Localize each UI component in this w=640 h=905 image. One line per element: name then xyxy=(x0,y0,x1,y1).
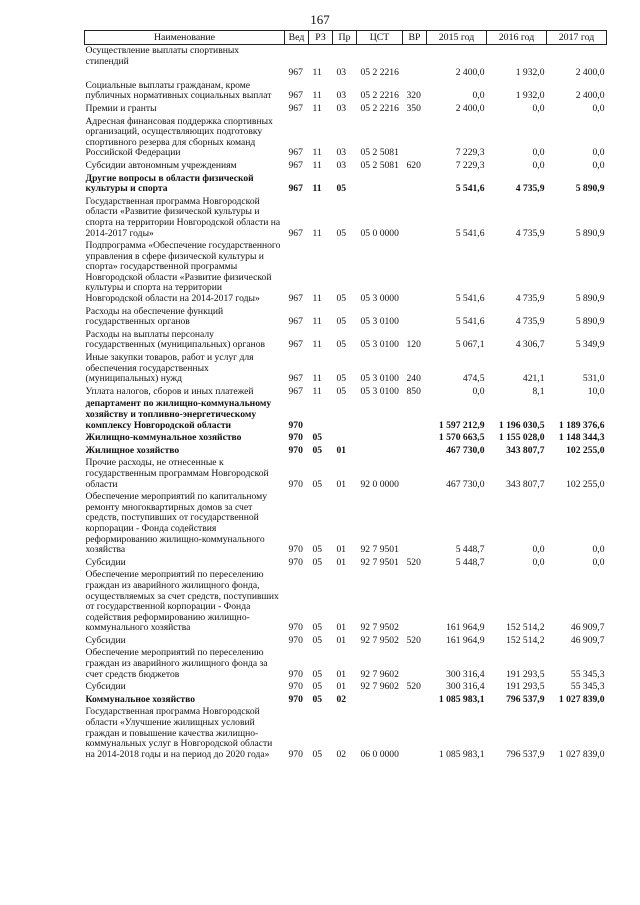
cell-2017: 5 349,9 xyxy=(575,339,605,351)
cell-2016: 343 807,7 xyxy=(506,478,545,490)
cell-vr xyxy=(403,647,427,681)
cell-2017: 102 255,0 xyxy=(566,478,605,490)
cell-cst: 92 7 9501 xyxy=(360,556,399,568)
cell-cst xyxy=(357,694,403,707)
cell-vr xyxy=(403,432,427,445)
cell-pr: 05 xyxy=(336,373,347,385)
cell-cst: 05 3 0100 xyxy=(360,316,399,328)
cell-pr: 03 xyxy=(336,90,347,102)
cell-cst: 05 2 2216 xyxy=(360,102,399,114)
cell-name: Государственная программа Новгородской области «Улучшение жилищных условий граждан и повышение качества жилищно-коммунальных услуг в Новгородской области на 2014-2018 годы и на период до 2020 года» xyxy=(85,706,273,760)
table-row xyxy=(85,491,607,557)
cell-name: Обеспечение мероприятий по капитальному ремонту многоквартирных домов за счет средств, поступивших от государственной корпорации - Фонда содействия реформированию жилищно-коммунального хозяйства xyxy=(85,491,268,556)
table-row xyxy=(85,352,607,386)
cell-2015 xyxy=(427,45,487,69)
cell-ved: 970 xyxy=(288,444,303,456)
table-row xyxy=(85,196,607,240)
cell-cst: 05 2 5081 xyxy=(360,147,399,159)
table-row xyxy=(85,398,607,432)
cell-2017: 1 027 839,0 xyxy=(558,748,605,760)
cell-2017: 1 027 839,0 xyxy=(558,693,605,705)
cell-vr xyxy=(403,196,427,240)
table-row xyxy=(85,240,607,306)
cell-pr: 05 xyxy=(336,183,347,195)
cell-vr: 350 xyxy=(406,102,421,114)
table-row xyxy=(85,457,607,491)
cell-ved: 970 xyxy=(288,693,303,705)
cell-vr: 320 xyxy=(406,90,421,102)
cell-2015: 1 085 983,1 xyxy=(438,693,485,705)
cell-2017: 2 400,0 xyxy=(575,90,605,102)
cell-2016: 4 735,9 xyxy=(515,227,545,239)
cell-pr: 01 xyxy=(336,556,347,568)
cell-vr xyxy=(403,569,427,635)
cell-name: Жилищное хозяйство xyxy=(85,444,180,456)
cell-vr: 240 xyxy=(406,373,421,385)
cell-ved: 967 xyxy=(288,385,303,397)
cell-name: Субсидии автономным учреждениям xyxy=(85,159,237,171)
cell-rz: 11 xyxy=(312,339,322,351)
cell-pr: 05 xyxy=(336,293,347,305)
table-row xyxy=(85,160,607,173)
cell-2017: 5 890,9 xyxy=(575,316,605,328)
cell-2015: 0,0 xyxy=(472,385,485,397)
cell-2017: 1 148 344,3 xyxy=(558,432,605,444)
cell-pr: 03 xyxy=(336,159,347,171)
cell-cst: 05 3 0100 xyxy=(360,373,399,385)
cell-rz: 05 xyxy=(312,444,323,456)
cell-2017: 531,0 xyxy=(582,373,605,385)
header-2015: 2015 год xyxy=(427,31,487,45)
cell-ved: 970 xyxy=(288,419,303,431)
cell-2017: 0,0 xyxy=(592,544,605,556)
cell-cst: 05 3 0000 xyxy=(360,293,399,305)
table-row xyxy=(85,45,607,69)
table-header-row xyxy=(85,31,607,45)
cell-2016: 0,0 xyxy=(532,147,545,159)
cell-cst xyxy=(357,45,403,69)
cell-name: Осуществление выплаты спортивных стипендий xyxy=(85,45,240,67)
cell-rz: 11 xyxy=(312,159,322,171)
cell-2015: 5 067,1 xyxy=(455,339,485,351)
cell-2015: 5 541,6 xyxy=(455,316,485,328)
cell-pr: 03 xyxy=(336,102,347,114)
cell-rz: 11 xyxy=(312,183,322,195)
cell-2017: 1 189 376,6 xyxy=(558,419,605,431)
cell-2016: 191 293,5 xyxy=(506,681,545,693)
cell-name: департамент по жилищно-коммунальному хозяйству и топливно-энергетическому комплексу Новгородской области xyxy=(85,398,272,431)
cell-vr xyxy=(403,45,427,69)
cell-2017: 2 400,0 xyxy=(575,67,605,79)
table-row xyxy=(85,569,607,635)
cell-name: Расходы на выплаты персоналу государственных (муниципальных) органов xyxy=(85,328,266,351)
cell-2015: 7 229,3 xyxy=(455,159,485,171)
header-2016: 2016 год xyxy=(487,31,547,45)
cell-name: Уплата налогов, сборов и иных платежей xyxy=(85,385,254,397)
cell-name: Субсидии xyxy=(85,556,126,568)
cell-pr: 01 xyxy=(336,544,347,556)
cell-name: Субсидии xyxy=(85,634,126,646)
cell-vr xyxy=(403,240,427,306)
cell-2017: 5 890,9 xyxy=(575,183,605,195)
cell-2015: 5 448,7 xyxy=(455,544,485,556)
cell-cst: 05 3 0100 xyxy=(360,339,399,351)
cell-pr: 01 xyxy=(336,444,347,456)
cell-pr: 01 xyxy=(336,478,347,490)
cell-2016: 1 932,0 xyxy=(515,90,545,102)
cell-name: Иные закупки товаров, работ и услуг для обеспечения государственных (муниципальных) нужд xyxy=(85,352,254,385)
cell-2015: 1 085 983,1 xyxy=(438,748,485,760)
cell-cst: 05 2 2216 xyxy=(360,67,399,79)
cell-2016: 4 735,9 xyxy=(515,316,545,328)
cell-2017: 46 909,7 xyxy=(570,622,605,634)
cell-cst: 05 2 5081 xyxy=(360,159,399,171)
cell-2015: 467 730,0 xyxy=(446,444,485,456)
cell-2015: 300 316,4 xyxy=(446,681,485,693)
cell-rz: 11 xyxy=(312,385,322,397)
cell-2015: 5 448,7 xyxy=(455,556,485,568)
cell-2017: 5 890,9 xyxy=(575,227,605,239)
cell-pr xyxy=(333,45,357,69)
cell-2015: 1 597 212,9 xyxy=(438,419,485,431)
cell-2016: 1 155 028,0 xyxy=(498,432,545,444)
cell-2016: 4 735,9 xyxy=(515,293,545,305)
cell-2015: 7 229,3 xyxy=(455,147,485,159)
cell-2015: 2 400,0 xyxy=(455,102,485,114)
cell-rz: 05 xyxy=(312,432,323,444)
cell-vr: 850 xyxy=(406,385,421,397)
cell-ved: 970 xyxy=(288,634,303,646)
cell-2016 xyxy=(487,45,547,69)
cell-2016: 191 293,5 xyxy=(506,668,545,680)
cell-pr: 02 xyxy=(336,748,347,760)
cell-ved: 970 xyxy=(288,668,303,680)
table-row xyxy=(85,694,607,707)
cell-2016: 796 537,9 xyxy=(506,748,545,760)
cell-pr: 01 xyxy=(336,622,347,634)
cell-2017: 55 345,3 xyxy=(570,668,605,680)
cell-2015: 5 541,6 xyxy=(455,183,485,195)
cell-cst: 92 7 9501 xyxy=(360,544,399,556)
cell-2017: 0,0 xyxy=(592,102,605,114)
cell-2017: 46 909,7 xyxy=(570,634,605,646)
cell-2017: 102 255,0 xyxy=(566,444,605,456)
cell-vr xyxy=(403,457,427,491)
cell-rz: 11 xyxy=(312,316,322,328)
cell-2016: 152 514,2 xyxy=(506,634,545,646)
cell-name: Субсидии xyxy=(85,681,126,693)
cell-pr: 05 xyxy=(336,316,347,328)
cell-pr: 01 xyxy=(336,668,347,680)
cell-2017: 0,0 xyxy=(592,147,605,159)
cell-2017: 5 890,9 xyxy=(575,293,605,305)
cell-name: Адресная финансовая поддержка спортивных организаций, осуществляющих подготовку спортивного резерва для сборных команд Российской Федерации xyxy=(85,115,273,159)
table-row xyxy=(85,329,607,352)
header-2017: 2017 год xyxy=(547,31,607,45)
cell-2016: 1 196 030,5 xyxy=(498,419,545,431)
cell-name: Подпрограмма «Обеспечение государственного управления в сфере физической культуры и спорта» государственной программы Новгородской области «Развитие физической культуры и спорта на территории Новгородской области на 2014-2017 годы» xyxy=(85,240,281,305)
table-row xyxy=(85,116,607,160)
cell-name: Государственная программа Новгородской области «Развитие физической культуры и спорта на территории Новгородской области на 2014-2017 годы» xyxy=(85,195,281,239)
table-row xyxy=(85,432,607,445)
cell-ved: 967 xyxy=(288,293,303,305)
table-row xyxy=(85,445,607,458)
cell-vr: 520 xyxy=(406,556,421,568)
cell-ved xyxy=(285,45,309,69)
cell-name: Премии и гранты xyxy=(85,102,157,114)
cell-name: Жилищно-коммунальное хозяйство xyxy=(85,432,242,444)
header-cst: ЦСТ xyxy=(357,31,403,45)
cell-rz: 11 xyxy=(312,90,322,102)
cell-pr: 01 xyxy=(336,634,347,646)
cell-name: Коммунальное хозяйство xyxy=(85,693,195,705)
cell-rz: 05 xyxy=(312,544,323,556)
cell-rz: 11 xyxy=(312,293,322,305)
cell-rz: 11 xyxy=(312,67,322,79)
cell-2015: 161 964,9 xyxy=(446,634,485,646)
cell-rz: 11 xyxy=(312,147,322,159)
cell-ved: 970 xyxy=(288,544,303,556)
cell-cst: 92 7 9602 xyxy=(360,668,399,680)
cell-cst: 92 7 9502 xyxy=(360,622,399,634)
cell-vr xyxy=(403,445,427,458)
cell-2015: 0,0 xyxy=(472,90,485,102)
cell-2016: 0,0 xyxy=(532,159,545,171)
cell-ved: 970 xyxy=(288,681,303,693)
cell-pr: 05 xyxy=(336,339,347,351)
cell-vr xyxy=(403,694,427,707)
cell-vr xyxy=(403,706,427,761)
cell-2015: 1 570 663,5 xyxy=(438,432,485,444)
cell-name: Расходы на обеспечение функций государственных органов xyxy=(85,305,224,328)
table-row xyxy=(85,681,607,694)
cell-pr xyxy=(333,432,357,445)
cell-name: Прочие расходы, не отнесенные к государственным программам Новгородской области xyxy=(85,457,269,490)
cell-2015: 2 400,0 xyxy=(455,67,485,79)
cell-2016: 152 514,2 xyxy=(506,622,545,634)
cell-vr xyxy=(403,173,427,196)
cell-vr xyxy=(403,306,427,329)
header-rz: РЗ xyxy=(309,31,333,45)
table-row xyxy=(85,647,607,681)
cell-pr: 02 xyxy=(336,693,347,705)
cell-cst: 05 0 0000 xyxy=(360,227,399,239)
cell-cst xyxy=(357,398,403,432)
cell-vr: 520 xyxy=(406,681,421,693)
cell-cst: 92 7 9502 xyxy=(360,634,399,646)
cell-rz: 05 xyxy=(312,668,323,680)
cell-name: Обеспечение мероприятий по переселению граждан из аварийного жилищного фонда, осуществляемых за счет средств, поступивших от государственной корпорации - Фонда содействия реформированию жилищно-коммунального хозяйства xyxy=(85,569,279,634)
cell-pr: 03 xyxy=(336,67,347,79)
cell-pr: 03 xyxy=(336,147,347,159)
cell-2015: 300 316,4 xyxy=(446,668,485,680)
cell-2016: 421,1 xyxy=(522,373,545,385)
cell-rz: 11 xyxy=(312,373,322,385)
cell-pr: 05 xyxy=(336,385,347,397)
cell-2016: 796 537,9 xyxy=(506,693,545,705)
cell-2017 xyxy=(547,45,607,69)
cell-2016: 4 735,9 xyxy=(515,183,545,195)
table-row xyxy=(85,103,607,116)
page-number: 167 xyxy=(310,12,330,27)
cell-2016: 0,0 xyxy=(532,556,545,568)
cell-ved: 967 xyxy=(288,147,303,159)
cell-vr: 120 xyxy=(406,339,421,351)
cell-2017: 10,0 xyxy=(587,385,605,397)
header-name: Наименование xyxy=(85,31,285,45)
cell-2015: 5 541,6 xyxy=(455,227,485,239)
cell-vr xyxy=(403,116,427,160)
table-row xyxy=(85,557,607,570)
cell-rz: 05 xyxy=(312,681,323,693)
cell-2017: 0,0 xyxy=(592,556,605,568)
cell-rz: 05 xyxy=(312,748,323,760)
cell-ved: 970 xyxy=(288,556,303,568)
cell-rz: 11 xyxy=(312,227,322,239)
cell-cst xyxy=(357,173,403,196)
cell-2015: 161 964,9 xyxy=(446,622,485,634)
cell-rz: 11 xyxy=(312,102,322,114)
cell-cst: 06 0 0000 xyxy=(360,748,399,760)
header-vr: ВР xyxy=(403,31,427,45)
cell-cst: 92 0 0000 xyxy=(360,478,399,490)
header-ved: Вед xyxy=(285,31,309,45)
cell-ved: 967 xyxy=(288,67,303,79)
cell-ved: 970 xyxy=(288,622,303,634)
cell-vr xyxy=(403,491,427,557)
cell-rz: 05 xyxy=(312,693,323,705)
cell-2016: 343 807,7 xyxy=(506,444,545,456)
cell-rz xyxy=(309,398,333,432)
cell-2015: 474,5 xyxy=(462,373,485,385)
table-row xyxy=(85,68,607,80)
cell-ved: 967 xyxy=(288,227,303,239)
cell-2016: 8,1 xyxy=(532,385,545,397)
cell-ved: 970 xyxy=(288,748,303,760)
table-row xyxy=(85,306,607,329)
cell-2016: 0,0 xyxy=(532,544,545,556)
cell-cst: 92 7 9602 xyxy=(360,681,399,693)
cell-ved: 967 xyxy=(288,339,303,351)
cell-ved: 970 xyxy=(288,478,303,490)
cell-cst xyxy=(357,432,403,445)
header-pr: Пр xyxy=(333,31,357,45)
cell-cst: 05 3 0100 xyxy=(360,385,399,397)
cell-2015: 467 730,0 xyxy=(446,478,485,490)
cell-pr xyxy=(333,398,357,432)
cell-name xyxy=(85,68,285,80)
cell-ved: 970 xyxy=(288,432,303,444)
cell-rz: 05 xyxy=(312,622,323,634)
cell-2016: 4 306,7 xyxy=(515,339,545,351)
cell-name: Социальные выплаты гражданам, кроме публичных нормативных социальных выплат xyxy=(85,79,272,102)
cell-rz xyxy=(309,45,333,69)
cell-2017: 55 345,3 xyxy=(570,681,605,693)
cell-ved: 967 xyxy=(288,159,303,171)
budget-table xyxy=(84,30,607,761)
cell-2016: 0,0 xyxy=(532,102,545,114)
cell-ved: 967 xyxy=(288,183,303,195)
cell-rz: 05 xyxy=(312,634,323,646)
cell-ved: 967 xyxy=(288,316,303,328)
cell-2016: 1 932,0 xyxy=(515,67,545,79)
cell-name: Другие вопросы в области физической культуры и спорта xyxy=(85,172,254,195)
cell-ved: 967 xyxy=(288,373,303,385)
cell-2015: 5 541,6 xyxy=(455,293,485,305)
cell-2017: 0,0 xyxy=(592,159,605,171)
cell-vr xyxy=(403,68,427,80)
cell-vr: 520 xyxy=(406,634,421,646)
cell-ved: 967 xyxy=(288,90,303,102)
table-row xyxy=(85,635,607,648)
cell-rz: 05 xyxy=(312,556,323,568)
table-row xyxy=(85,173,607,196)
table-row xyxy=(85,80,607,103)
table-row xyxy=(85,386,607,399)
cell-name: Обеспечение мероприятий по переселению граждан из аварийного жилищного фонда за счет средств бюджетов xyxy=(85,647,268,680)
cell-vr: 620 xyxy=(406,159,421,171)
cell-pr: 01 xyxy=(336,681,347,693)
cell-pr: 05 xyxy=(336,227,347,239)
cell-vr xyxy=(403,398,427,432)
cell-cst: 05 2 2216 xyxy=(360,90,399,102)
table-row xyxy=(85,706,607,761)
cell-rz: 05 xyxy=(312,478,323,490)
cell-cst xyxy=(357,445,403,458)
cell-ved: 967 xyxy=(288,102,303,114)
